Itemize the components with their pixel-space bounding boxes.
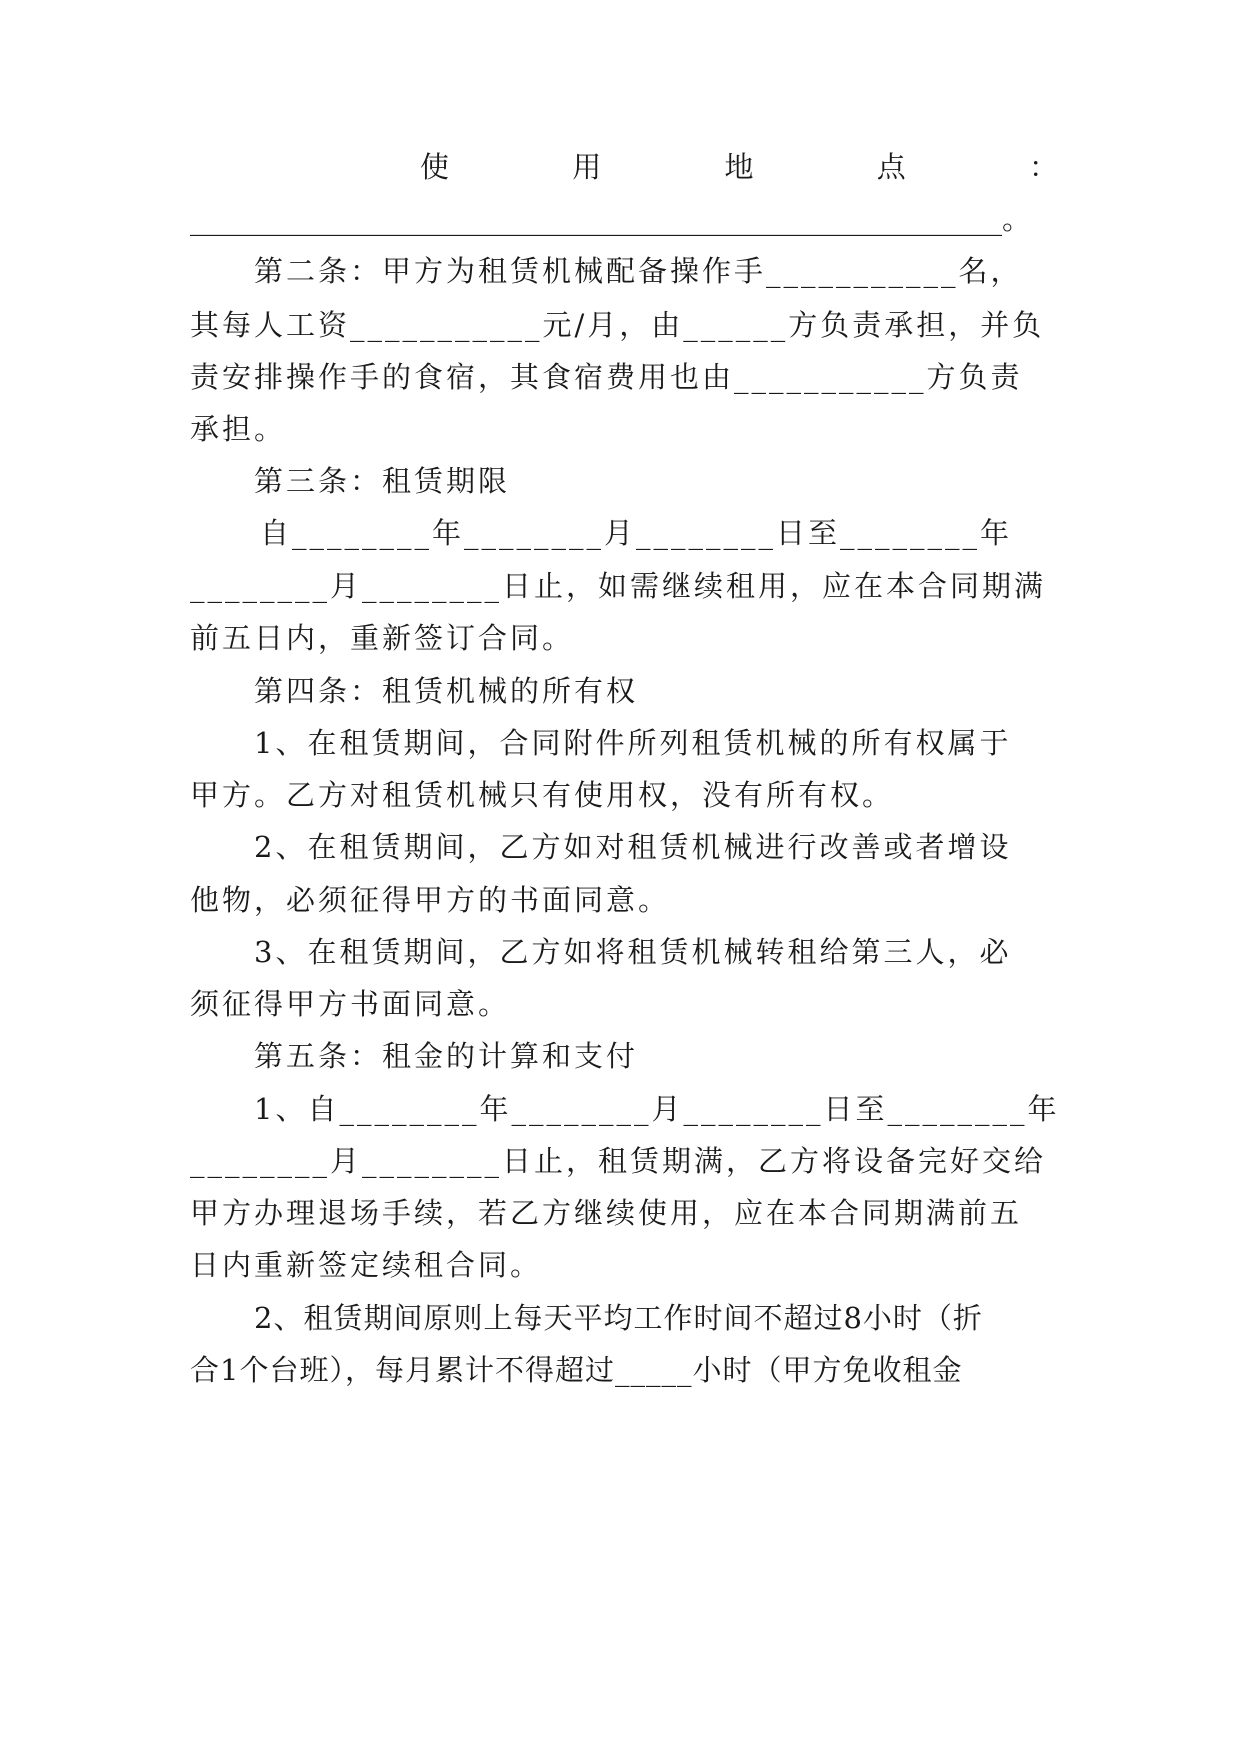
paragraph-line: 其每人工资___________元/月，由______方负责承担，并负 xyxy=(190,308,1045,342)
paragraph-line: 他物，必须征得甲方的书面同意。 xyxy=(190,883,671,917)
paragraph-line: 前五日内，重新签订合同。 xyxy=(190,621,575,655)
paragraph-line: 2、在租赁期间，乙方如对租赁机械进行改善或者增设 xyxy=(254,830,1012,864)
paragraph-line: 合1个台班），每月累计不得超过_____小时（甲方免收租金 xyxy=(190,1353,963,1387)
paragraph-line: ________月________日止，如需继续租用，应在本合同期满 xyxy=(190,569,1047,603)
paragraph-line: ________月________日止，租赁期满，乙方将设备完好交给 xyxy=(190,1144,1047,1178)
section-heading: 第五条：租金的计算和支付 xyxy=(254,1039,639,1073)
title-char: ： xyxy=(1028,150,1058,184)
paragraph-line: 1、自________年________月________日至________年 xyxy=(254,1092,1060,1126)
title-char: 地 xyxy=(724,150,754,184)
blank-line: ________________________________________________________。 xyxy=(190,202,1032,236)
title-char: 使 xyxy=(420,150,450,184)
paragraph-line: 承担。 xyxy=(190,412,287,446)
paragraph-line: 2、租赁期间原则上每天平均工作时间不超过8小时（折 xyxy=(254,1301,983,1335)
paragraph-line: 甲方。乙方对租赁机械只有使用权，没有所有权。 xyxy=(190,778,895,812)
section-heading: 第三条：租赁期限 xyxy=(254,464,511,498)
paragraph-line: 须征得甲方书面同意。 xyxy=(190,987,511,1021)
section-heading: 第四条：租赁机械的所有权 xyxy=(254,674,639,708)
paragraph-line: 责安排操作手的食宿，其食宿费用也由___________方负责 xyxy=(190,360,1023,394)
paragraph-line: 3、在租赁期间，乙方如将租赁机械转租给第三人，必 xyxy=(254,935,1012,969)
title-char: 点 xyxy=(876,150,906,184)
title-char: 用 xyxy=(572,150,602,184)
usage-location-line xyxy=(190,147,1058,187)
paragraph-line: 甲方办理退场手续，若乙方继续使用，应在本合同期满前五 xyxy=(190,1196,1023,1230)
paragraph-line: 自________年________月________日至________年 xyxy=(260,516,1013,550)
paragraph-line: 日内重新签定续租合同。 xyxy=(190,1248,543,1282)
paragraph-line: 1、在租赁期间，合同附件所列租赁机械的所有权属于 xyxy=(254,726,1012,760)
paragraph-line: 第二条：甲方为租赁机械配备操作手___________名， xyxy=(254,254,1023,288)
